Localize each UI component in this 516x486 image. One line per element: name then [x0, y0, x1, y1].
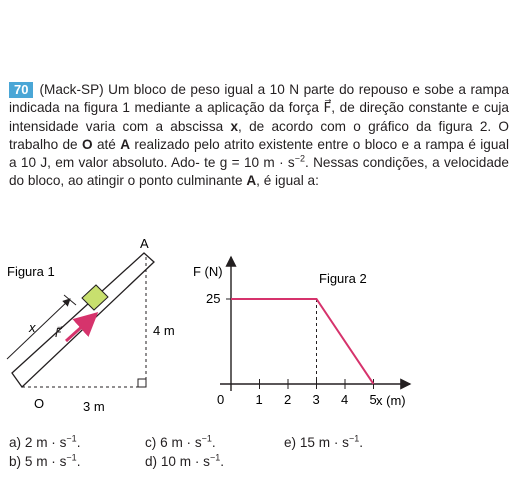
answer-e[interactable]: e) 15 $m \cdot s^{-1}$.: [284, 433, 364, 450]
figure1: [7, 236, 175, 414]
y-tick-label: 25: [206, 291, 221, 306]
x-tick-label-2: 2: [284, 392, 292, 407]
figure1-caption: Figura 1: [7, 264, 55, 279]
problem-source: (Mack-SP): [39, 82, 104, 97]
x-ticks: [217, 379, 377, 407]
problem-number-badge: 70: [9, 82, 33, 98]
point-O-label: O: [34, 396, 45, 411]
x-tick-label-4: 4: [341, 392, 349, 407]
force-label: F⃗: [55, 326, 62, 340]
point-A-label: A: [140, 236, 149, 251]
x-tick-label-0: 0: [217, 392, 225, 407]
figure2-caption: Figura 2: [319, 271, 367, 286]
answer-c[interactable]: c) 6 $m \cdot s^{-1}$.: [145, 433, 216, 450]
x-tick-label-5: 5: [369, 392, 377, 407]
answer-a[interactable]: a) 2 $m \cdot s^{-1}$.: [9, 433, 81, 450]
force-curve: [231, 299, 374, 384]
answer-d[interactable]: d) 10 $m \cdot s^{-1}$.: [145, 452, 225, 469]
x-tick-label-1: 1: [255, 392, 263, 407]
figure2: [193, 257, 410, 408]
answer-b[interactable]: b) 5 $m \cdot s^{-1}$.: [9, 452, 81, 469]
figures: [0, 236, 516, 415]
x-label: x: [29, 320, 36, 335]
x-tick-label-3: 3: [312, 392, 320, 407]
height-label: 4 m: [153, 323, 175, 338]
x-axis-label: x (m): [376, 393, 406, 408]
y-axis-label: F (N): [193, 264, 223, 279]
problem-statement: 70 (Mack-SP) Um bloco de peso igual a 10 N parte do repouso e sobe a rampa indicada na figura 1 mediante a aplicação da força F⃗, de direção constante e cuja intensidade varia com a abscissa x, de acordo com o gráfico da figura 2. O trabalho de O até A realizado pelo atrito existente entre o bloco e a rampa é igual a 10 J, em valor absoluto. Ado- te g = 10 $m \cdot s^{-2}$. Nessas condições, a velocidade do bloco, ao atingir o ponto culminante A, é igual a:: [9, 82, 509, 189]
base-label: 3 m: [83, 399, 105, 414]
right-angle-icon: [138, 379, 146, 387]
